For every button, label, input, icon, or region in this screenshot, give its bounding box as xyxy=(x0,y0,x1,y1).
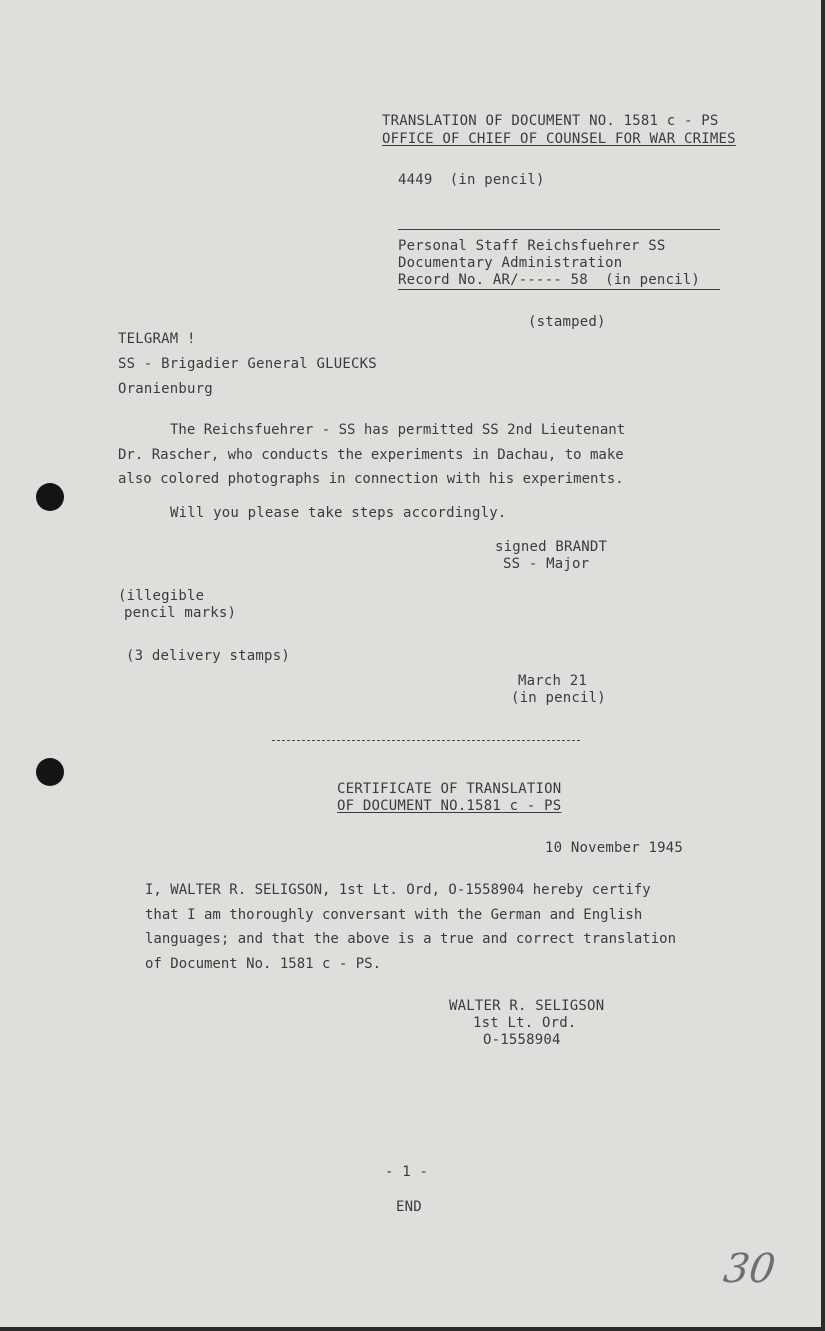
date-in-pencil: (in pencil) xyxy=(511,690,606,706)
certificate-line-1: I, WALTER R. SELIGSON, 1st Lt. Ord, O-1558904 hereby certify xyxy=(145,882,651,898)
header-line-1: TRANSLATION OF DOCUMENT NO. 1581 c - PS xyxy=(382,113,719,129)
certificate-title-1: CERTIFICATE OF TRANSLATION xyxy=(337,781,562,797)
delivery-stamps-note: (3 delivery stamps) xyxy=(126,648,290,664)
illegible-marks-line-1: (illegible xyxy=(118,588,205,604)
stamped-note: (stamped) xyxy=(528,314,606,330)
telegram-recipient: SS - Brigadier General GLUECKS xyxy=(118,356,377,372)
section-divider xyxy=(272,740,580,741)
record-line-2: Documentary Administration xyxy=(398,255,623,271)
certificate-body xyxy=(145,878,676,976)
punch-hole-top xyxy=(36,483,64,511)
end-marker: END xyxy=(396,1199,422,1215)
scan-edge-right xyxy=(821,0,825,1331)
body-line-2: Dr. Rascher, who conducts the experiments in Dachau, to make xyxy=(118,446,624,463)
punch-hole-bottom xyxy=(36,758,64,786)
body-paragraph-2: Will you please take steps accordingly. xyxy=(170,505,507,521)
record-line-3: Record No. AR/----- 58 (in pencil) xyxy=(398,272,701,288)
translator-serial: O-1558904 xyxy=(483,1032,561,1048)
telegram-place: Oranienburg xyxy=(118,381,213,397)
certificate-line-2: that I am thoroughly conversant with the German and English xyxy=(145,906,643,923)
scan-edge-bottom xyxy=(0,1327,825,1331)
certificate-date: 10 November 1945 xyxy=(545,840,684,856)
handwritten-page-number: 30 xyxy=(720,1246,779,1292)
translator-rank: 1st Lt. Ord. xyxy=(473,1015,577,1031)
header-line-2: OFFICE OF CHIEF OF COUNSEL FOR WAR CRIMES xyxy=(382,131,736,147)
body-line-3: also colored photographs in connection with his experiments. xyxy=(118,471,624,487)
signature-brandt: signed BRANDT xyxy=(495,539,608,555)
illegible-marks-line-2: pencil marks) xyxy=(124,605,237,621)
record-line-1: Personal Staff Reichsfuehrer SS xyxy=(398,238,666,254)
record-top-rule xyxy=(398,229,720,230)
translator-name: WALTER R. SELIGSON xyxy=(449,998,605,1014)
pencil-number-note: 4449 (in pencil) xyxy=(398,172,545,188)
certificate-title-2: OF DOCUMENT NO.1581 c - PS xyxy=(337,798,562,814)
record-bottom-rule xyxy=(398,289,720,290)
page-number: - 1 - xyxy=(385,1164,429,1180)
date-march: March 21 xyxy=(518,673,588,689)
certificate-line-3: languages; and that the above is a true and correct translation xyxy=(145,931,677,947)
telegram-heading: TELGRAM ! xyxy=(118,331,196,347)
body-paragraph-1 xyxy=(118,418,625,492)
certificate-line-4: of Document No. 1581 c - PS. xyxy=(145,955,382,972)
signature-rank: SS - Major xyxy=(503,556,590,572)
body-line-1: The Reichsfuehrer - SS has permitted SS 2nd Lieutenant xyxy=(170,422,626,438)
